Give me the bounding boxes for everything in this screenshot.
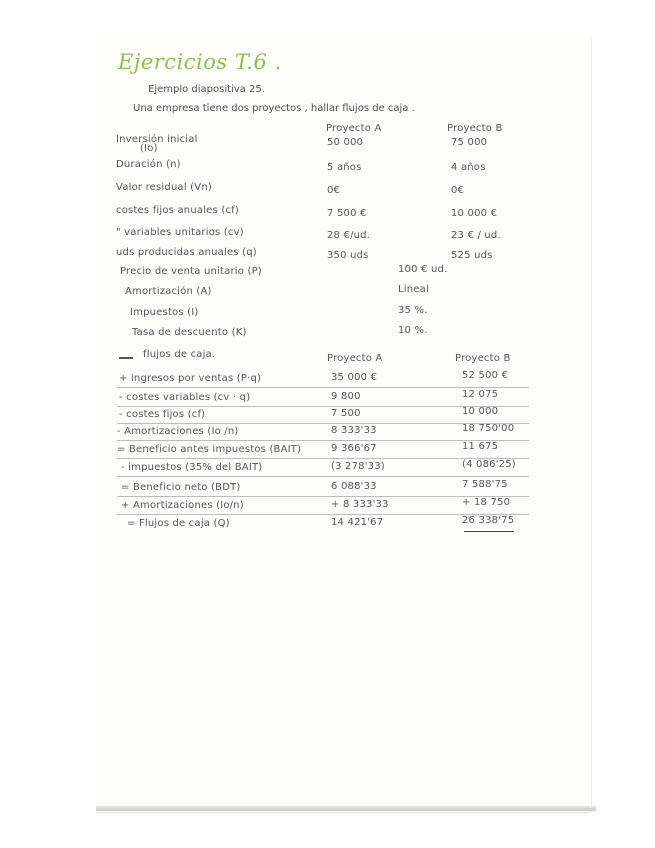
flow-header-project-b: Proyecto B	[455, 353, 511, 364]
row-divider	[117, 387, 529, 388]
flow-row-value-a: 9 366'67	[331, 443, 377, 454]
cash-flow-heading: flujos de caja.	[143, 349, 216, 360]
row-divider	[117, 476, 529, 477]
flow-row-value-a: 6 088'33	[331, 481, 377, 492]
problem-statement: Una empresa tiene dos proyectos , hallar flujos de caja .	[133, 103, 415, 114]
flow-row-value-b: 10 000	[462, 406, 499, 417]
page-edge	[96, 806, 596, 811]
flow-row-value-a: 35 000 €	[331, 372, 378, 383]
data-row-label: " variables unitarios (cv)	[116, 227, 244, 238]
data-row-label: uds producidas anuales (q)	[116, 247, 257, 258]
data-row-value-a: 0€	[327, 185, 341, 196]
data-row-value-b: 525 uds	[451, 250, 493, 261]
flow-row-value-b: 26 338'75	[462, 515, 515, 526]
flow-row-value-a: + 8 333'33	[331, 499, 389, 510]
common-row-value: 100 € ud.	[398, 264, 448, 275]
data-row-sublabel: (Io)	[140, 143, 158, 154]
data-row-value-a: 350 uds	[327, 250, 369, 261]
flow-row-value-a: 14 421'67	[331, 517, 384, 528]
common-row-value: 10 %.	[398, 325, 428, 336]
data-row-label: costes fijos anuales (cf)	[116, 205, 239, 216]
flow-row-label: = Beneficio antes impuestos (BAIT)	[117, 444, 302, 455]
result-underline	[464, 531, 514, 532]
flow-row-value-a: 7 500	[331, 408, 361, 419]
data-row-value-b: 23 € / ud.	[451, 230, 501, 241]
flow-row-value-b: 7 588'75	[462, 479, 508, 490]
data-row-label: Inversión inicial	[116, 134, 198, 145]
flow-row-value-b: 12 075	[462, 389, 499, 400]
data-row-value-b: 4 años	[451, 162, 486, 173]
common-row-label: Tasa de descuento (K)	[132, 327, 247, 338]
header-project-b: Proyecto B	[447, 123, 503, 134]
flow-row-label: - costes fijos (cf)	[119, 409, 206, 420]
flow-row-label: - Amortizaciones (Io /n)	[117, 426, 239, 437]
data-row-value-b: 10 000 €	[451, 208, 498, 219]
flow-row-value-b: 11 675	[462, 441, 499, 452]
data-row-label: Duración (n)	[116, 159, 181, 170]
header-project-a: Proyecto A	[326, 123, 382, 134]
flow-row-label: - impuestos (35% del BAIT)	[121, 462, 263, 473]
data-row-value-a: 28 €/ud.	[327, 230, 371, 241]
flow-row-value-b: 18 750'00	[462, 423, 515, 434]
data-row-value-b: 75 000	[451, 137, 488, 148]
flow-row-label: + Amortizaciones (Io/n)	[121, 500, 244, 511]
flow-row-value-b: + 18 750	[462, 497, 511, 508]
flow-row-value-a: 9 800	[331, 391, 361, 402]
common-row-label: Amortización (A)	[125, 286, 212, 297]
example-reference: Ejemplo diapositiva 25.	[148, 84, 265, 95]
common-row-label: Impuestos (I)	[130, 307, 199, 318]
flow-row-label: = Flujos de caja (Q)	[127, 518, 230, 529]
flow-row-value-b: 52 500 €	[462, 370, 509, 381]
flow-row-label: - costes variables (cv · q)	[119, 392, 251, 403]
data-row-value-b: 0€	[451, 185, 465, 196]
flow-header-project-a: Proyecto A	[327, 353, 383, 364]
data-row-value-a: 50 000	[327, 137, 364, 148]
data-row-label: Valor residual (Vn)	[116, 182, 212, 193]
flow-row-label: + ingresos por ventas (P·q)	[119, 373, 262, 384]
common-row-value: 35 %.	[398, 305, 428, 316]
page-title: Ejercicios T.6 .	[118, 50, 282, 74]
flow-row-value-a: (3 278'33)	[331, 461, 385, 472]
data-row-value-a: 5 años	[327, 162, 362, 173]
flow-row-value-a: 8 333'33	[331, 425, 377, 436]
data-row-value-a: 7 500 €	[327, 208, 367, 219]
flow-row-value-b: (4 086'25)	[462, 459, 516, 470]
common-row-label: Precio de venta unitario (P)	[120, 266, 262, 277]
flow-row-label: = Beneficio neto (BDT)	[121, 482, 241, 493]
arrow-icon	[119, 357, 133, 359]
common-row-value: Lineal	[398, 284, 429, 295]
